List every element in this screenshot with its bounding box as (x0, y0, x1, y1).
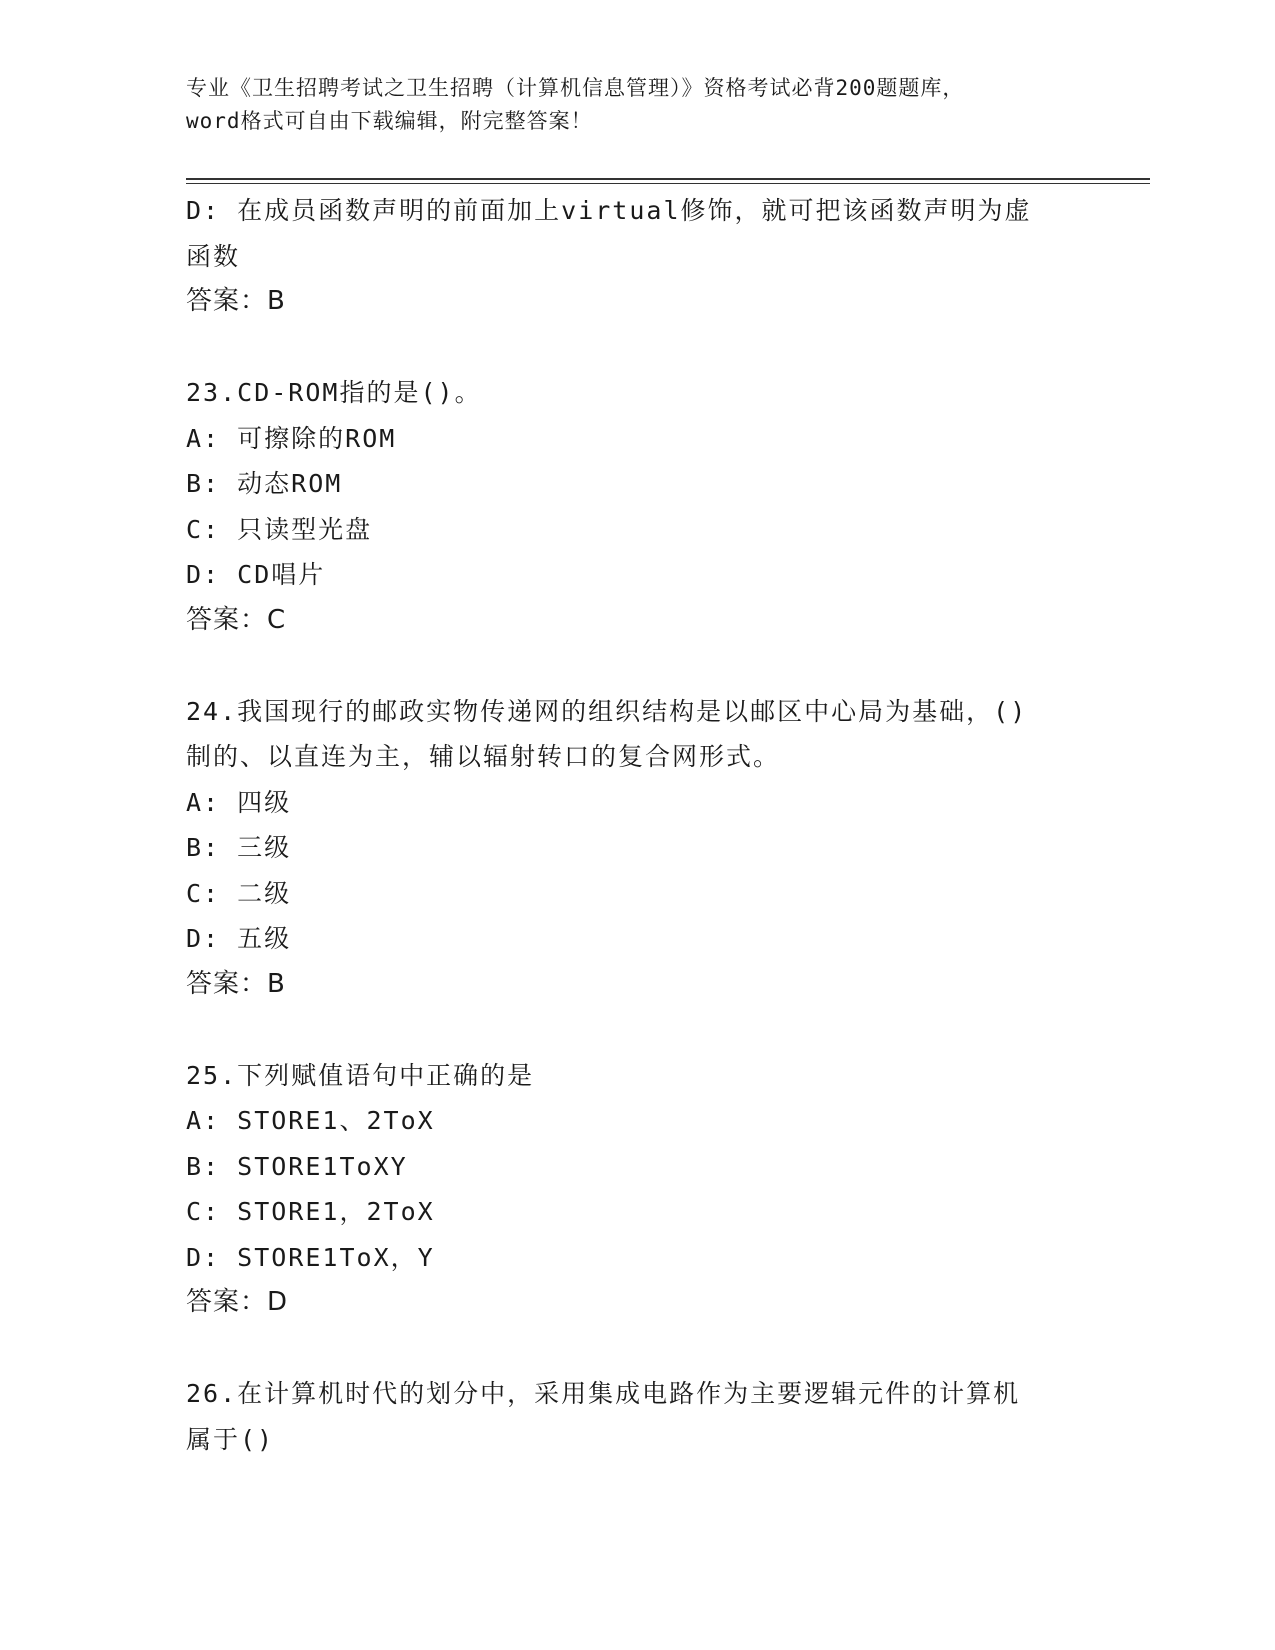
option-c: C: 只读型光盘 (186, 514, 373, 544)
option-d: D: 五级 (186, 924, 292, 953)
option-d: D: STORE1ToX，Y (186, 1242, 435, 1272)
question-stem-continued: 属于() (186, 1424, 275, 1454)
answer-line: 答案：C (186, 604, 287, 635)
question-list (186, 188, 1086, 1462)
question-stem: 25.下列赋值语句中正确的是 (186, 1060, 535, 1090)
question-stem: 23.CD-ROM指的是()。 (186, 378, 482, 407)
question-stem-continued: 制的、以直连为主，辅以辐射转口的复合网形式。 (186, 742, 781, 771)
option-b: B: STORE1ToXY (186, 1151, 408, 1181)
question-stem: 26.在计算机时代的划分中，采用集成电路作为主要逻辑元件的计算机 (186, 1379, 1021, 1408)
carryover-question (186, 188, 1086, 325)
option-a: A: 四级 (186, 787, 292, 817)
option-a: A: STORE1、2ToX (186, 1106, 435, 1135)
header-divider (186, 178, 1150, 184)
option-d: D: 在成员函数声明的前面加上virtual修饰，就可把该函数声明为虚 (186, 196, 1032, 225)
option-a: A: 可擦除的ROM (186, 423, 397, 453)
option-c: C: STORE1，2ToX (186, 1197, 435, 1226)
answer-line: 答案：D (186, 1287, 289, 1317)
question-25 (186, 1053, 1086, 1326)
option-d: D: CD唱片 (186, 560, 326, 589)
question-23 (186, 370, 1086, 643)
question-24 (186, 689, 1086, 1008)
page-header (186, 72, 1066, 138)
option-b: B: 三级 (186, 833, 292, 862)
option-d-continued: 函数 (186, 241, 241, 271)
option-c: C: 二级 (186, 878, 292, 908)
header-line-1: 专业《卫生招聘考试之卫生招聘（计算机信息管理）》资格考试必背200题题库， (186, 76, 965, 100)
answer-line: 答案：B (186, 286, 286, 316)
header-line-2: word格式可自由下载编辑，附完整答案！ (186, 109, 593, 133)
option-b: B: 动态ROM (186, 469, 343, 498)
question-stem: 24.我国现行的邮政实物传递网的组织结构是以邮区中心局为基础，() (186, 696, 1028, 726)
answer-line: 答案：B (186, 968, 286, 999)
question-26 (186, 1371, 1086, 1462)
